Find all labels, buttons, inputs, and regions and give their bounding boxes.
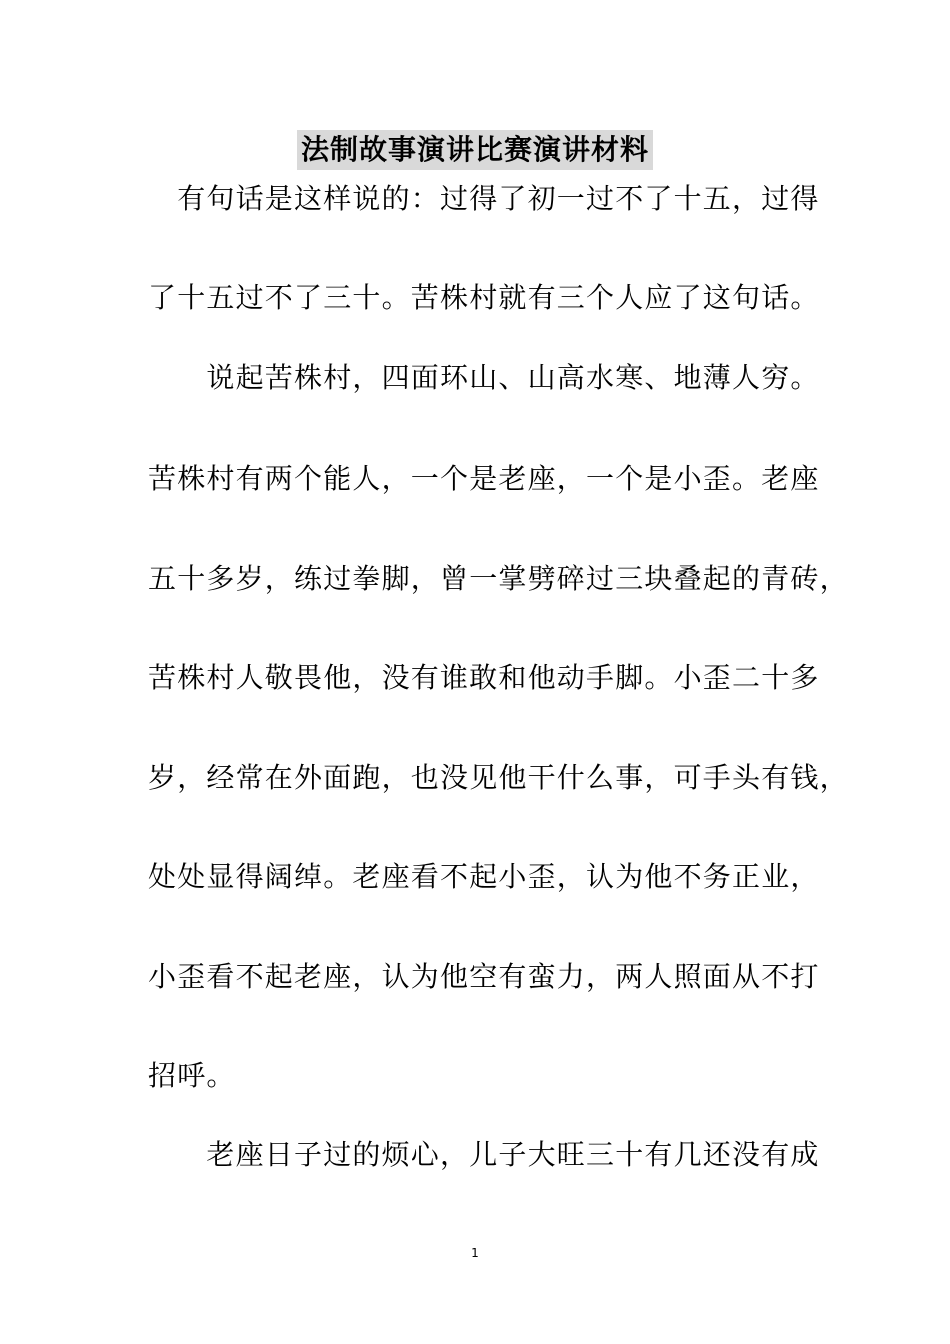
body-line: 有句话是这样说的：过得了初一过不了十五，过得	[148, 182, 820, 215]
body-line: 苦株村人敬畏他，没有谁敢和他动手脚。小歪二十多	[148, 661, 820, 694]
body-line: 老座日子过的烦心，儿子大旺三十有几还没有成	[148, 1138, 820, 1171]
body-line: 说起苦株村，四面环山、山高水寒、地薄人穷。	[148, 361, 820, 394]
page-number: 1	[471, 1246, 479, 1260]
body-line: 招呼。	[148, 1059, 236, 1092]
title-container	[0, 130, 950, 170]
body-line: 小歪看不起老座，认为他空有蛮力，两人照面从不打	[148, 960, 820, 993]
body-line: 了十五过不了三十。苦株村就有三个人应了这句话。	[148, 281, 820, 314]
body-line: 五十多岁，练过拳脚，曾一掌劈碎过三块叠起的青砖，	[148, 562, 849, 595]
body-line: 处处显得阔绰。老座看不起小歪，认为他不务正业，	[148, 860, 820, 893]
body-line: 苦株村有两个能人，一个是老座，一个是小歪。老座	[148, 462, 820, 495]
document-title: 法制故事演讲比赛演讲材料	[297, 130, 653, 170]
body-line: 岁，经常在外面跑，也没见他干什么事，可手头有钱，	[148, 761, 849, 794]
